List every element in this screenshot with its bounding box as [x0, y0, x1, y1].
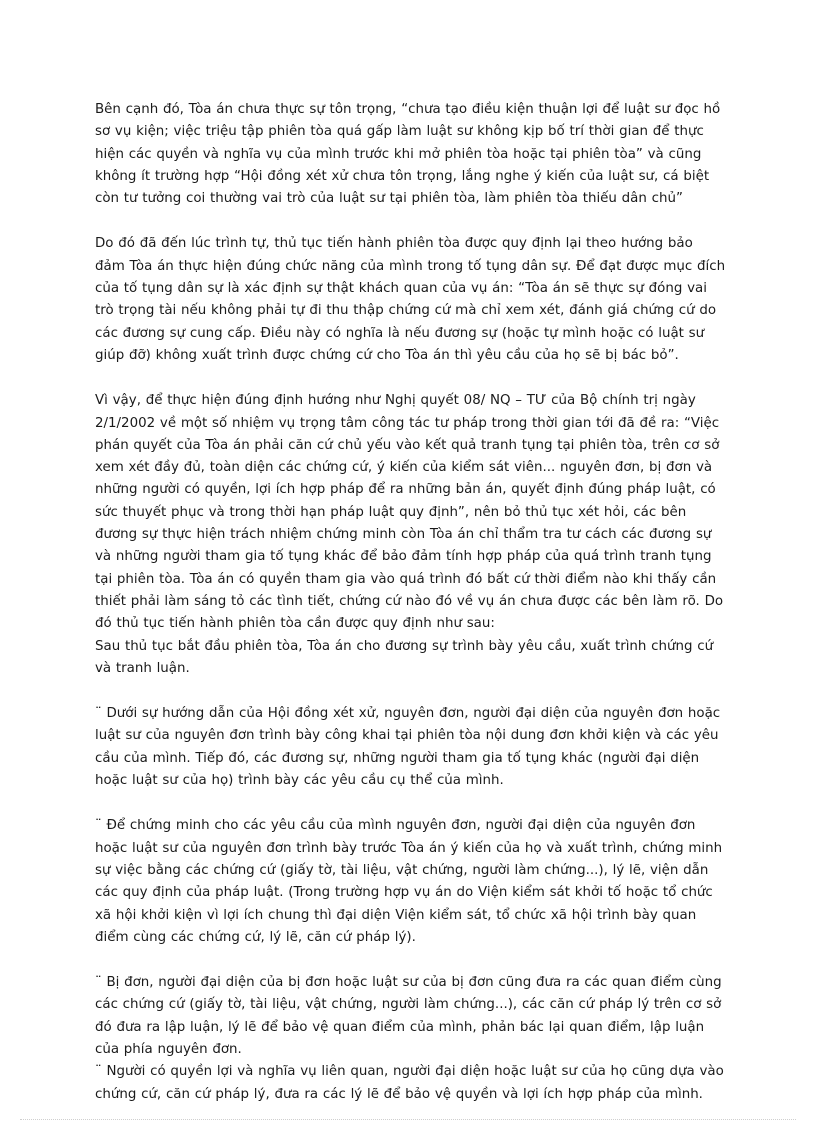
paragraph-defendant-arguments: ¨ Bị đơn, người đại diện của bị đơn hoặc luật sư của bị đơn cũng đưa ra các quan điểm cùng các chứng cứ (giấy tờ, tài liệu, vật chứng, người làm chứng...), các căn cứ pháp lý trên cơ sở đó đưa ra lập luận, lý lẽ để bảo vệ quan điểm của mình, phản bác lại quan điểm, lập luận của phía nguyên đơn. — [95, 975, 722, 1057]
paragraph-plaintiff-evidence: ¨ Để chứng minh cho các yêu cầu của mình nguyên đơn, người đại diện của nguyên đơn hoặc luật sư của nguyên đơn trình bày trước Tòa án ý kiến của họ và xuất trình, chứng minh sự việc bằng các chứng cứ (giấy tờ, tài liệu, vật chứng, người làm chứng...), lý lẽ, viện dẫn các quy định của pháp luật. (Trong trường hợp vụ án do Viện kiểm sát khởi tố hoặc tổ chức xã hội khởi kiện vì lợi ích chung thì đại diện Viện kiểm sát, tổ chức xã hội trình bày quan điểm cùng các chứng cứ, lý lẽ, căn cứ pháp lý). — [95, 818, 723, 945]
paragraph-resolution-08: Vì vậy, để thực hiện đúng định hướng như Nghị quyết 08/ NQ – TƯ của Bộ chính trị ngày 2/1/2002 về một số nhiệm vụ trọng tâm công tác tư pháp trong thời gian tới đã đề ra: “Việc phán quyết của Tòa án phải căn cứ chủ yếu vào kết quả tranh tụng tại phiên tòa, trên cơ sở xem xét đầy đủ, toàn diện các chứng cứ, ý kiến của kiểm sát viên... nguyên đơn, bị đơn và những người có quyền, lợi ích hợp pháp để ra những bản án, quyết định đúng pháp luật, có sức thuyết phục và trong thời hạn pháp luật quy định”, nên bỏ thủ tục xét hỏi, các bên đương sự thực hiện trách nhiệm chứng minh còn Tòa án chỉ thẩm tra tư cách các đương sự và những người tham gia tố tụng khác để bảo đảm tính hợp pháp của quá trình tranh tụng tại phiên tòa. Tòa án có quyền tham gia vào quá trình đó bất cứ thời điểm nào khi thấy cần thiết phải làm sáng tỏ các tình tiết, chứng cứ nào đó về vụ án chưa được các bên làm rõ. Do đó thủ tục tiến hành phiên tòa cần được quy định như sau: — [95, 393, 724, 632]
document-page — [95, 99, 727, 1129]
paragraph-plaintiff-presentation: ¨ Dưới sự hướng dẫn của Hội đồng xét xử, nguyên đơn, người đại diện của nguyên đơn hoặc luật sư của nguyên đơn trình bày công khai tại phiên tòa nội dung đơn khởi kiện và các yêu cầu của mình. Tiếp đó, các đương sự, những người tham gia tố tụng khác (người đại diện hoặc luật sư của họ) trình bày các yêu cầu cụ thể của mình. — [95, 706, 721, 789]
paragraph-procedure-reform: Do đó đã đến lúc trình tự, thủ tục tiến hành phiên tòa được quy định lại theo hướng bảo đảm Tòa án thực hiện đúng chức năng của mình trong tố tụng dân sự. Để đạt được mục đích của tố tụng dân sự là xác định sự thật khách quan của vụ án: “Tòa án sẽ thực sự đóng vai trò trọng tài nếu không phải tự đi thu thập chứng cứ mà chỉ xem xét, đánh giá chứng cứ do các đương sự cung cấp. Điều này có nghĩa là nếu đương sự (hoặc tự mình hoặc có luật sư giúp đỡ) không xuất trình được chứng cứ cho Tòa án thì yêu cầu của họ sẽ bị bác bỏ”. — [95, 236, 726, 363]
paragraph-lawyer-respect: Bên cạnh đó, Tòa án chưa thực sự tôn trọng, “chưa tạo điều kiện thuận lợi để luật sư đọc hồ sơ vụ kiện; việc triệu tập phiên tòa quá gấp làm luật sư không kịp bố trí thời gian để thực hiện các quyền và nghĩa vụ của mình trước khi mở phiên tòa hoặc tại phiên tòa” và cũng không ít trường hợp “Hội đồng xét xử chưa tôn trọng, lắng nghe ý kiến của luật sư, cá biệt còn tư tưởng coi thường vai trò của luật sư tại phiên tòa, làm phiên tòa thiếu dân chủ” — [95, 102, 721, 207]
paragraph-related-parties: ¨ Người có quyền lợi và nghĩa vụ liên quan, người đại diện hoặc luật sư của họ cũng dựa vào chứng cứ, căn cứ pháp lý, đưa ra các lý lẽ để bảo vệ quyền và lợi ích hợp pháp của mình. — [95, 1064, 724, 1102]
page-bottom-divider — [20, 1119, 796, 1120]
paragraph-hearing-start: Sau thủ tục bắt đầu phiên tòa, Tòa án cho đương sự trình bày yêu cầu, xuất trình chứng cứ và tranh luận. — [95, 638, 714, 676]
